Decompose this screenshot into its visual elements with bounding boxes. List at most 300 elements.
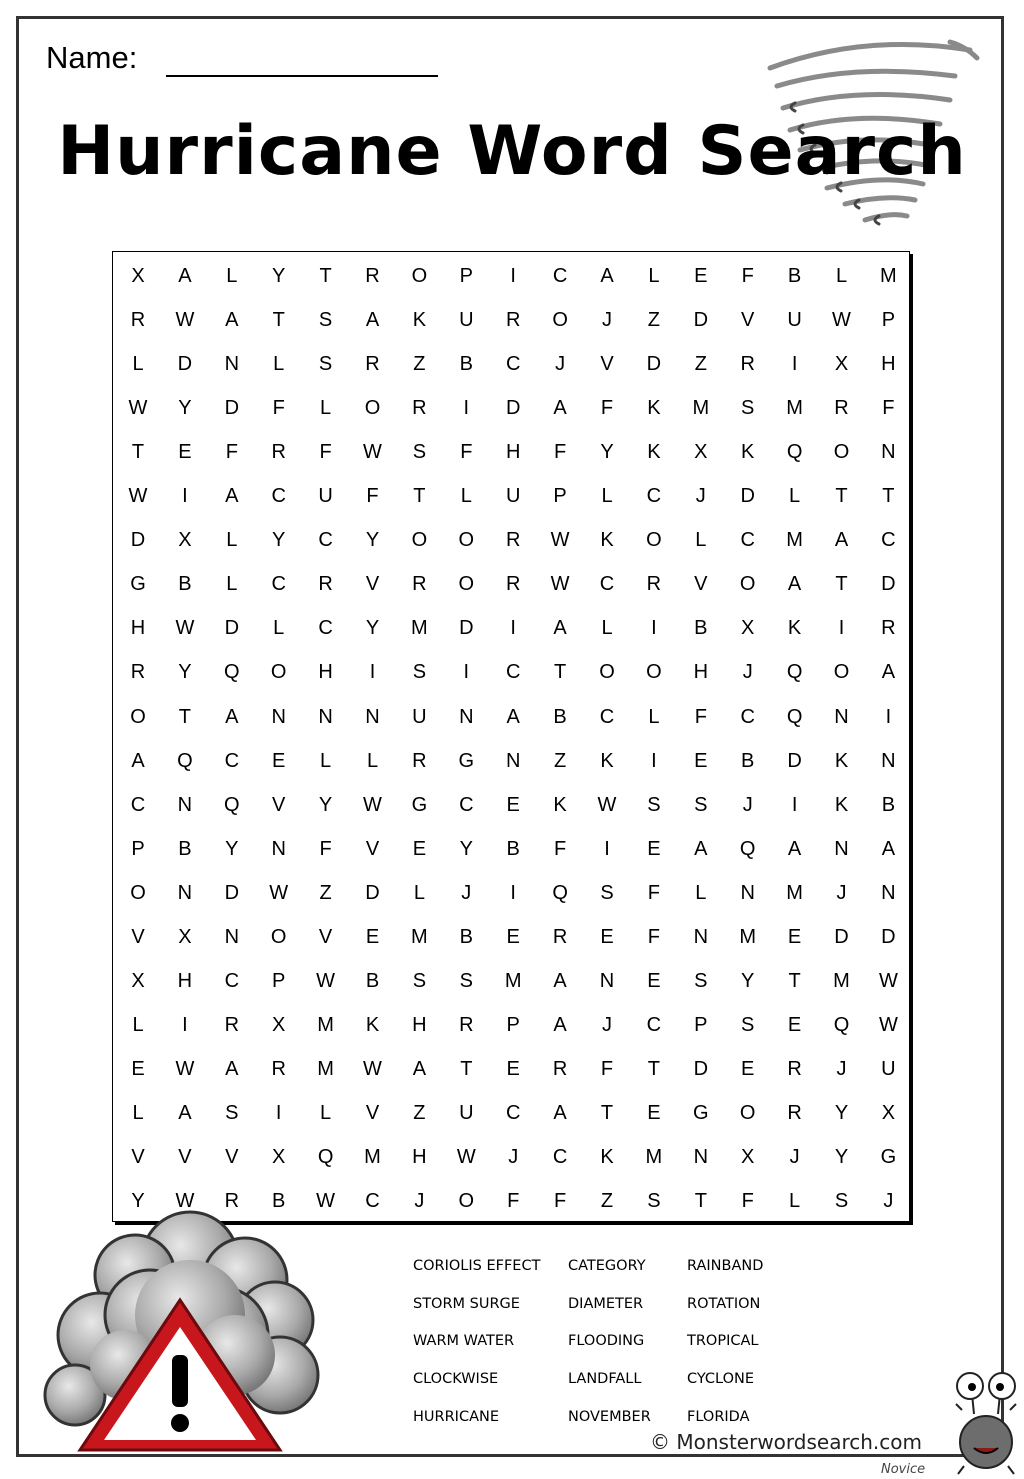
grid-letter[interactable]: O (130, 881, 146, 904)
grid-letter[interactable]: V (178, 1146, 192, 1168)
grid-letter[interactable]: E (600, 925, 614, 948)
grid-letter[interactable]: Q (177, 749, 193, 772)
grid-letter[interactable]: W (550, 529, 570, 552)
grid-letter[interactable]: F (319, 837, 332, 860)
grid-letter[interactable]: L (460, 485, 472, 508)
grid-letter[interactable]: O (646, 529, 662, 552)
grid-letter[interactable]: I (791, 793, 798, 816)
grid-letter[interactable]: D (177, 353, 193, 376)
grid-letter[interactable]: Y (225, 837, 239, 860)
grid-letter[interactable]: Q (833, 1013, 850, 1036)
grid-letter[interactable]: W (878, 969, 898, 992)
grid-letter[interactable]: P (881, 309, 896, 332)
grid-letter[interactable]: R (787, 1101, 802, 1124)
grid-letter[interactable]: T (131, 441, 145, 464)
grid-letter[interactable]: M (692, 397, 710, 420)
grid-letter[interactable]: R (834, 397, 849, 420)
grid-letter[interactable]: R (459, 1013, 474, 1036)
grid-letter[interactable]: Q (739, 837, 756, 860)
grid-letter[interactable]: L (320, 749, 332, 772)
grid-letter[interactable]: D (224, 881, 240, 904)
grid-letter[interactable]: S (741, 1013, 755, 1036)
grid-letter[interactable]: B (272, 1190, 286, 1213)
grid-letter[interactable]: O (552, 309, 568, 332)
grid-letter[interactable]: X (881, 1101, 896, 1124)
grid-letter[interactable]: B (506, 837, 520, 860)
grid-letter[interactable]: A (553, 1013, 567, 1036)
grid-letter[interactable]: X (741, 1146, 755, 1168)
grid-letter[interactable]: C (552, 265, 568, 287)
grid-letter[interactable]: R (412, 397, 427, 420)
grid-letter[interactable]: A (225, 485, 239, 508)
grid-letter[interactable]: C (599, 573, 615, 596)
grid-letter[interactable]: T (882, 485, 895, 508)
grid-letter[interactable]: C (881, 529, 896, 552)
grid-letter[interactable]: W (456, 1146, 476, 1168)
grid-letter[interactable]: Y (365, 529, 380, 552)
grid-letter[interactable]: A (225, 705, 239, 728)
grid-letter[interactable]: S (741, 397, 755, 420)
grid-letter[interactable]: T (553, 661, 567, 684)
grid-letter[interactable]: U (881, 1057, 896, 1080)
grid-letter[interactable]: C (318, 529, 333, 552)
grid-letter[interactable]: A (178, 1101, 192, 1124)
grid-letter[interactable]: N (365, 705, 380, 728)
grid-letter[interactable]: M (317, 1013, 334, 1036)
grid-letter[interactable]: V (600, 353, 614, 376)
grid-letter[interactable]: Z (600, 1190, 614, 1213)
grid-letter[interactable]: R (271, 441, 286, 464)
grid-letter[interactable]: Y (178, 661, 192, 684)
grid-letter[interactable]: P (694, 1013, 708, 1036)
grid-letter[interactable]: G (693, 1101, 709, 1124)
grid-letter[interactable]: W (363, 1057, 382, 1080)
grid-letter[interactable]: N (881, 881, 896, 904)
grid-letter[interactable]: Y (834, 1101, 849, 1124)
grid-letter[interactable]: D (834, 925, 849, 948)
grid-letter[interactable]: L (320, 397, 332, 420)
grid-letter[interactable]: F (647, 925, 660, 948)
grid-letter[interactable]: X (131, 265, 145, 287)
grid-letter[interactable]: S (647, 1190, 661, 1213)
word-search-grid[interactable] (112, 251, 910, 1222)
grid-letter[interactable]: X (131, 969, 145, 992)
grid-letter[interactable]: N (693, 925, 709, 948)
grid-letter[interactable]: A (365, 309, 380, 332)
grid-letter[interactable]: B (459, 925, 473, 948)
grid-letter[interactable]: B (459, 353, 473, 376)
grid-letter[interactable]: R (552, 925, 568, 948)
grid-letter[interactable]: I (651, 617, 657, 640)
grid-letter[interactable]: D (224, 397, 240, 420)
grid-letter[interactable]: A (553, 397, 567, 420)
grid-letter[interactable]: J (414, 1190, 425, 1213)
grid-letter[interactable]: J (742, 661, 753, 684)
grid-letter[interactable]: K (647, 397, 661, 420)
grid-letter[interactable]: O (599, 661, 615, 684)
grid-letter[interactable]: Y (459, 837, 473, 860)
grid-letter[interactable]: E (787, 1013, 802, 1036)
grid-letter[interactable]: L (132, 1013, 144, 1036)
name-field-line[interactable] (166, 75, 438, 77)
grid-letter[interactable]: A (178, 265, 192, 287)
grid-letter[interactable]: C (505, 661, 521, 684)
grid-letter[interactable]: O (646, 661, 662, 684)
grid-letter[interactable]: J (602, 1013, 612, 1036)
grid-letter[interactable]: Q (552, 881, 568, 904)
grid-letter[interactable]: B (178, 573, 192, 596)
grid-letter[interactable]: W (878, 1013, 898, 1036)
grid-letter[interactable]: K (647, 441, 661, 464)
grid-letter[interactable]: G (411, 793, 428, 816)
grid-letter[interactable]: T (788, 969, 801, 992)
grid-letter[interactable]: D (693, 309, 709, 332)
grid-letter[interactable]: S (834, 1190, 849, 1213)
grid-letter[interactable]: V (131, 925, 145, 948)
grid-letter[interactable]: Z (413, 1101, 426, 1124)
grid-letter[interactable]: G (130, 573, 146, 596)
grid-letter[interactable]: D (459, 617, 474, 640)
grid-letter[interactable]: Y (272, 265, 286, 287)
grid-letter[interactable]: C (552, 1146, 568, 1168)
grid-letter[interactable]: Q (317, 1146, 334, 1168)
grid-letter[interactable]: F (882, 397, 895, 420)
grid-letter[interactable]: B (553, 705, 567, 728)
grid-letter[interactable]: L (789, 1190, 801, 1213)
grid-letter[interactable]: R (505, 529, 521, 552)
grid-letter[interactable]: S (318, 353, 333, 376)
grid-letter[interactable]: Y (318, 793, 333, 816)
grid-letter[interactable]: L (226, 573, 238, 596)
grid-letter[interactable]: H (130, 617, 146, 640)
grid-letter[interactable]: W (128, 485, 148, 508)
grid-letter[interactable]: L (226, 529, 238, 552)
grid-letter[interactable]: E (178, 441, 192, 464)
grid-letter[interactable]: H (693, 661, 709, 684)
grid-letter[interactable]: X (741, 617, 755, 640)
grid-letter[interactable]: A (131, 749, 145, 772)
grid-letter[interactable]: D (646, 353, 662, 376)
grid-letter[interactable]: C (646, 485, 662, 508)
grid-letter[interactable]: C (365, 1190, 380, 1213)
grid-letter[interactable]: L (601, 485, 613, 508)
grid-letter[interactable]: J (461, 881, 472, 904)
grid-letter[interactable]: Y (131, 1190, 145, 1213)
grid-letter[interactable]: K (365, 1013, 380, 1036)
grid-letter[interactable]: F (319, 441, 332, 464)
grid-letter[interactable]: N (740, 881, 755, 904)
grid-letter[interactable]: S (318, 309, 333, 332)
grid-letter[interactable]: F (600, 397, 614, 420)
grid-letter[interactable]: D (787, 749, 802, 772)
grid-letter[interactable]: E (647, 969, 661, 992)
grid-letter[interactable]: A (553, 969, 567, 992)
grid-letter[interactable]: V (318, 925, 333, 948)
grid-letter[interactable]: K (553, 793, 567, 816)
grid-letter[interactable]: C (224, 969, 240, 992)
grid-letter[interactable]: S (459, 969, 473, 992)
grid-letter[interactable]: S (694, 969, 708, 992)
grid-letter[interactable]: O (130, 705, 146, 728)
grid-letter[interactable]: I (463, 661, 470, 684)
grid-letter[interactable]: E (365, 925, 380, 948)
grid-letter[interactable]: D (224, 617, 240, 640)
grid-letter[interactable]: Z (413, 353, 426, 376)
grid-letter[interactable]: W (128, 397, 148, 420)
grid-letter[interactable]: W (550, 573, 570, 596)
grid-letter[interactable]: N (177, 881, 193, 904)
grid-letter[interactable]: N (177, 793, 193, 816)
grid-letter[interactable]: M (786, 529, 803, 552)
grid-letter[interactable]: Y (365, 617, 380, 640)
grid-letter[interactable]: L (601, 617, 613, 640)
grid-letter[interactable]: S (412, 969, 427, 992)
grid-letter[interactable]: A (225, 1057, 239, 1080)
grid-letter[interactable]: C (740, 529, 755, 552)
grid-letter[interactable]: N (224, 353, 240, 376)
grid-letter[interactable]: E (787, 925, 802, 948)
grid-letter[interactable]: Q (786, 705, 803, 728)
grid-letter[interactable]: O (739, 573, 756, 596)
grid-letter[interactable]: Q (224, 661, 240, 684)
grid-letter[interactable]: R (224, 1013, 240, 1036)
grid-letter[interactable]: A (412, 1057, 427, 1080)
grid-letter[interactable]: E (647, 1101, 661, 1124)
grid-letter[interactable]: B (178, 837, 192, 860)
grid-letter[interactable]: F (600, 1057, 614, 1080)
grid-letter[interactable]: L (320, 1101, 332, 1124)
grid-letter[interactable]: N (693, 1146, 709, 1168)
grid-letter[interactable]: W (597, 793, 617, 816)
grid-letter[interactable]: L (413, 881, 425, 904)
grid-letter[interactable]: L (695, 529, 707, 552)
grid-letter[interactable]: R (271, 1057, 286, 1080)
grid-letter[interactable]: I (791, 353, 798, 376)
grid-letter[interactable]: R (552, 1057, 568, 1080)
grid-letter[interactable]: A (225, 309, 239, 332)
grid-letter[interactable]: V (225, 1146, 239, 1168)
grid-letter[interactable]: D (365, 881, 380, 904)
grid-letter[interactable]: R (505, 309, 521, 332)
grid-letter[interactable]: A (787, 837, 802, 860)
grid-letter[interactable]: O (458, 529, 475, 552)
grid-letter[interactable]: N (599, 969, 615, 992)
grid-letter[interactable]: R (505, 573, 521, 596)
grid-letter[interactable]: V (365, 573, 380, 596)
grid-letter[interactable]: A (881, 837, 896, 860)
grid-letter[interactable]: Y (600, 441, 614, 464)
grid-letter[interactable]: E (694, 265, 708, 287)
grid-letter[interactable]: I (182, 1013, 188, 1036)
grid-letter[interactable]: W (269, 881, 289, 904)
grid-letter[interactable]: M (739, 925, 757, 948)
grid-letter[interactable]: C (459, 793, 474, 816)
grid-letter[interactable]: M (833, 969, 850, 992)
grid-letter[interactable]: R (646, 573, 662, 596)
grid-letter[interactable]: C (599, 705, 615, 728)
grid-letter[interactable]: T (460, 1057, 473, 1080)
grid-letter[interactable]: W (175, 1190, 195, 1213)
grid-letter[interactable]: O (411, 265, 428, 287)
grid-letter[interactable]: L (132, 1101, 144, 1124)
grid-letter[interactable]: T (647, 1057, 660, 1080)
grid-letter[interactable]: I (651, 749, 657, 772)
grid-letter[interactable]: W (832, 309, 851, 332)
grid-letter[interactable]: L (695, 881, 707, 904)
grid-letter[interactable]: T (319, 265, 332, 287)
grid-letter[interactable]: I (604, 837, 610, 860)
grid-letter[interactable]: K (412, 309, 427, 332)
grid-letter[interactable]: N (271, 705, 286, 728)
grid-letter[interactable]: A (694, 837, 708, 860)
grid-letter[interactable]: I (275, 1101, 282, 1124)
grid-letter[interactable]: G (458, 749, 475, 772)
grid-letter[interactable]: K (834, 749, 849, 772)
grid-letter[interactable]: J (695, 485, 706, 508)
grid-letter[interactable]: C (646, 1013, 662, 1036)
grid-letter[interactable]: R (787, 1057, 802, 1080)
grid-letter[interactable]: I (510, 617, 516, 640)
grid-letter[interactable]: V (741, 309, 755, 332)
grid-letter[interactable]: U (318, 485, 333, 508)
grid-letter[interactable]: C (505, 1101, 521, 1124)
grid-letter[interactable]: B (365, 969, 380, 992)
grid-letter[interactable]: U (505, 485, 521, 508)
grid-letter[interactable]: N (834, 837, 849, 860)
grid-letter[interactable]: D (505, 397, 521, 420)
grid-letter[interactable]: R (740, 353, 755, 376)
grid-letter[interactable]: V (131, 1146, 145, 1168)
grid-letter[interactable]: L (789, 485, 801, 508)
grid-letter[interactable]: B (787, 265, 802, 287)
grid-letter[interactable]: S (412, 441, 427, 464)
grid-letter[interactable]: V (694, 573, 708, 596)
grid-letter[interactable]: S (412, 661, 427, 684)
grid-letter[interactable]: J (836, 881, 847, 904)
grid-letter[interactable]: Y (834, 1146, 849, 1168)
grid-letter[interactable]: U (459, 309, 474, 332)
grid-letter[interactable]: T (600, 1101, 614, 1124)
grid-letter[interactable]: L (366, 749, 379, 772)
grid-letter[interactable]: C (318, 617, 333, 640)
grid-letter[interactable]: M (880, 265, 897, 287)
grid-letter[interactable]: K (600, 529, 614, 552)
grid-letter[interactable]: A (787, 573, 802, 596)
grid-letter[interactable]: Y (272, 529, 286, 552)
grid-letter[interactable]: J (508, 1146, 519, 1168)
grid-letter[interactable]: N (834, 705, 849, 728)
grid-letter[interactable]: U (412, 705, 427, 728)
grid-letter[interactable]: Y (741, 969, 755, 992)
grid-letter[interactable]: C (271, 485, 286, 508)
grid-letter[interactable]: N (459, 705, 474, 728)
grid-letter[interactable]: L (273, 617, 285, 640)
grid-letter[interactable]: D (693, 1057, 709, 1080)
grid-letter[interactable]: K (600, 1146, 614, 1168)
grid-letter[interactable]: F (741, 265, 754, 287)
grid-letter[interactable]: M (786, 397, 803, 420)
grid-letter[interactable]: O (833, 661, 850, 684)
grid-letter[interactable]: P (272, 969, 286, 992)
grid-letter[interactable]: K (834, 793, 849, 816)
grid-letter[interactable]: I (510, 265, 516, 287)
grid-letter[interactable]: A (881, 661, 896, 684)
grid-letter[interactable]: F (507, 1190, 520, 1213)
grid-letter[interactable]: O (458, 573, 475, 596)
grid-letter[interactable]: A (553, 1101, 567, 1124)
grid-letter[interactable]: L (226, 265, 238, 287)
grid-letter[interactable]: K (600, 749, 614, 772)
grid-letter[interactable]: M (364, 1146, 381, 1168)
grid-letter[interactable]: J (742, 793, 753, 816)
grid-letter[interactable]: F (741, 1190, 754, 1213)
grid-letter[interactable]: E (412, 837, 427, 860)
grid-letter[interactable]: R (224, 1190, 240, 1213)
grid-letter[interactable]: I (838, 617, 845, 640)
grid-letter[interactable]: I (885, 705, 892, 728)
grid-letter[interactable]: T (835, 573, 848, 596)
grid-letter[interactable]: Z (647, 309, 660, 332)
grid-letter[interactable]: O (364, 397, 381, 420)
grid-letter[interactable]: U (459, 1101, 474, 1124)
grid-letter[interactable]: J (883, 1190, 894, 1213)
grid-letter[interactable]: C (271, 573, 286, 596)
grid-letter[interactable]: O (458, 1190, 475, 1213)
grid-letter[interactable]: A (506, 705, 520, 728)
grid-letter[interactable]: J (555, 353, 566, 376)
grid-letter[interactable]: T (272, 309, 285, 332)
grid-letter[interactable]: U (787, 309, 802, 332)
grid-letter[interactable]: I (182, 485, 188, 508)
grid-letter[interactable]: R (318, 573, 333, 596)
grid-letter[interactable]: F (553, 441, 567, 464)
grid-letter[interactable]: F (553, 1190, 567, 1213)
grid-letter[interactable]: O (270, 925, 287, 948)
grid-letter[interactable]: L (132, 353, 144, 376)
grid-letter[interactable]: Q (224, 793, 240, 816)
grid-letter[interactable]: M (645, 1146, 663, 1168)
grid-letter[interactable]: O (739, 1101, 756, 1124)
grid-letter[interactable]: O (270, 661, 287, 684)
grid-letter[interactable]: B (694, 617, 708, 640)
grid-letter[interactable]: M (317, 1057, 334, 1080)
grid-letter[interactable]: J (836, 1057, 847, 1080)
grid-letter[interactable]: W (363, 793, 382, 816)
grid-letter[interactable]: M (411, 925, 428, 948)
grid-letter[interactable]: S (600, 881, 614, 904)
grid-letter[interactable]: N (505, 749, 521, 772)
grid-letter[interactable]: T (178, 705, 191, 728)
grid-letter[interactable]: R (412, 749, 427, 772)
grid-letter[interactable]: N (881, 441, 896, 464)
grid-letter[interactable]: L (648, 265, 660, 287)
grid-letter[interactable]: F (225, 441, 238, 464)
grid-letter[interactable]: F (647, 881, 660, 904)
grid-letter[interactable]: T (835, 485, 848, 508)
grid-letter[interactable]: D (881, 573, 896, 596)
grid-letter[interactable]: W (316, 969, 336, 992)
grid-letter[interactable]: N (271, 837, 286, 860)
grid-letter[interactable]: B (741, 749, 755, 772)
grid-letter[interactable]: H (881, 353, 896, 376)
grid-letter[interactable]: C (130, 793, 146, 816)
grid-letter[interactable]: O (833, 441, 850, 464)
grid-letter[interactable]: B (881, 793, 896, 816)
grid-letter[interactable]: C (505, 353, 521, 376)
grid-letter[interactable]: N (881, 749, 896, 772)
grid-letter[interactable]: G (880, 1146, 897, 1168)
grid-letter[interactable]: E (647, 837, 661, 860)
